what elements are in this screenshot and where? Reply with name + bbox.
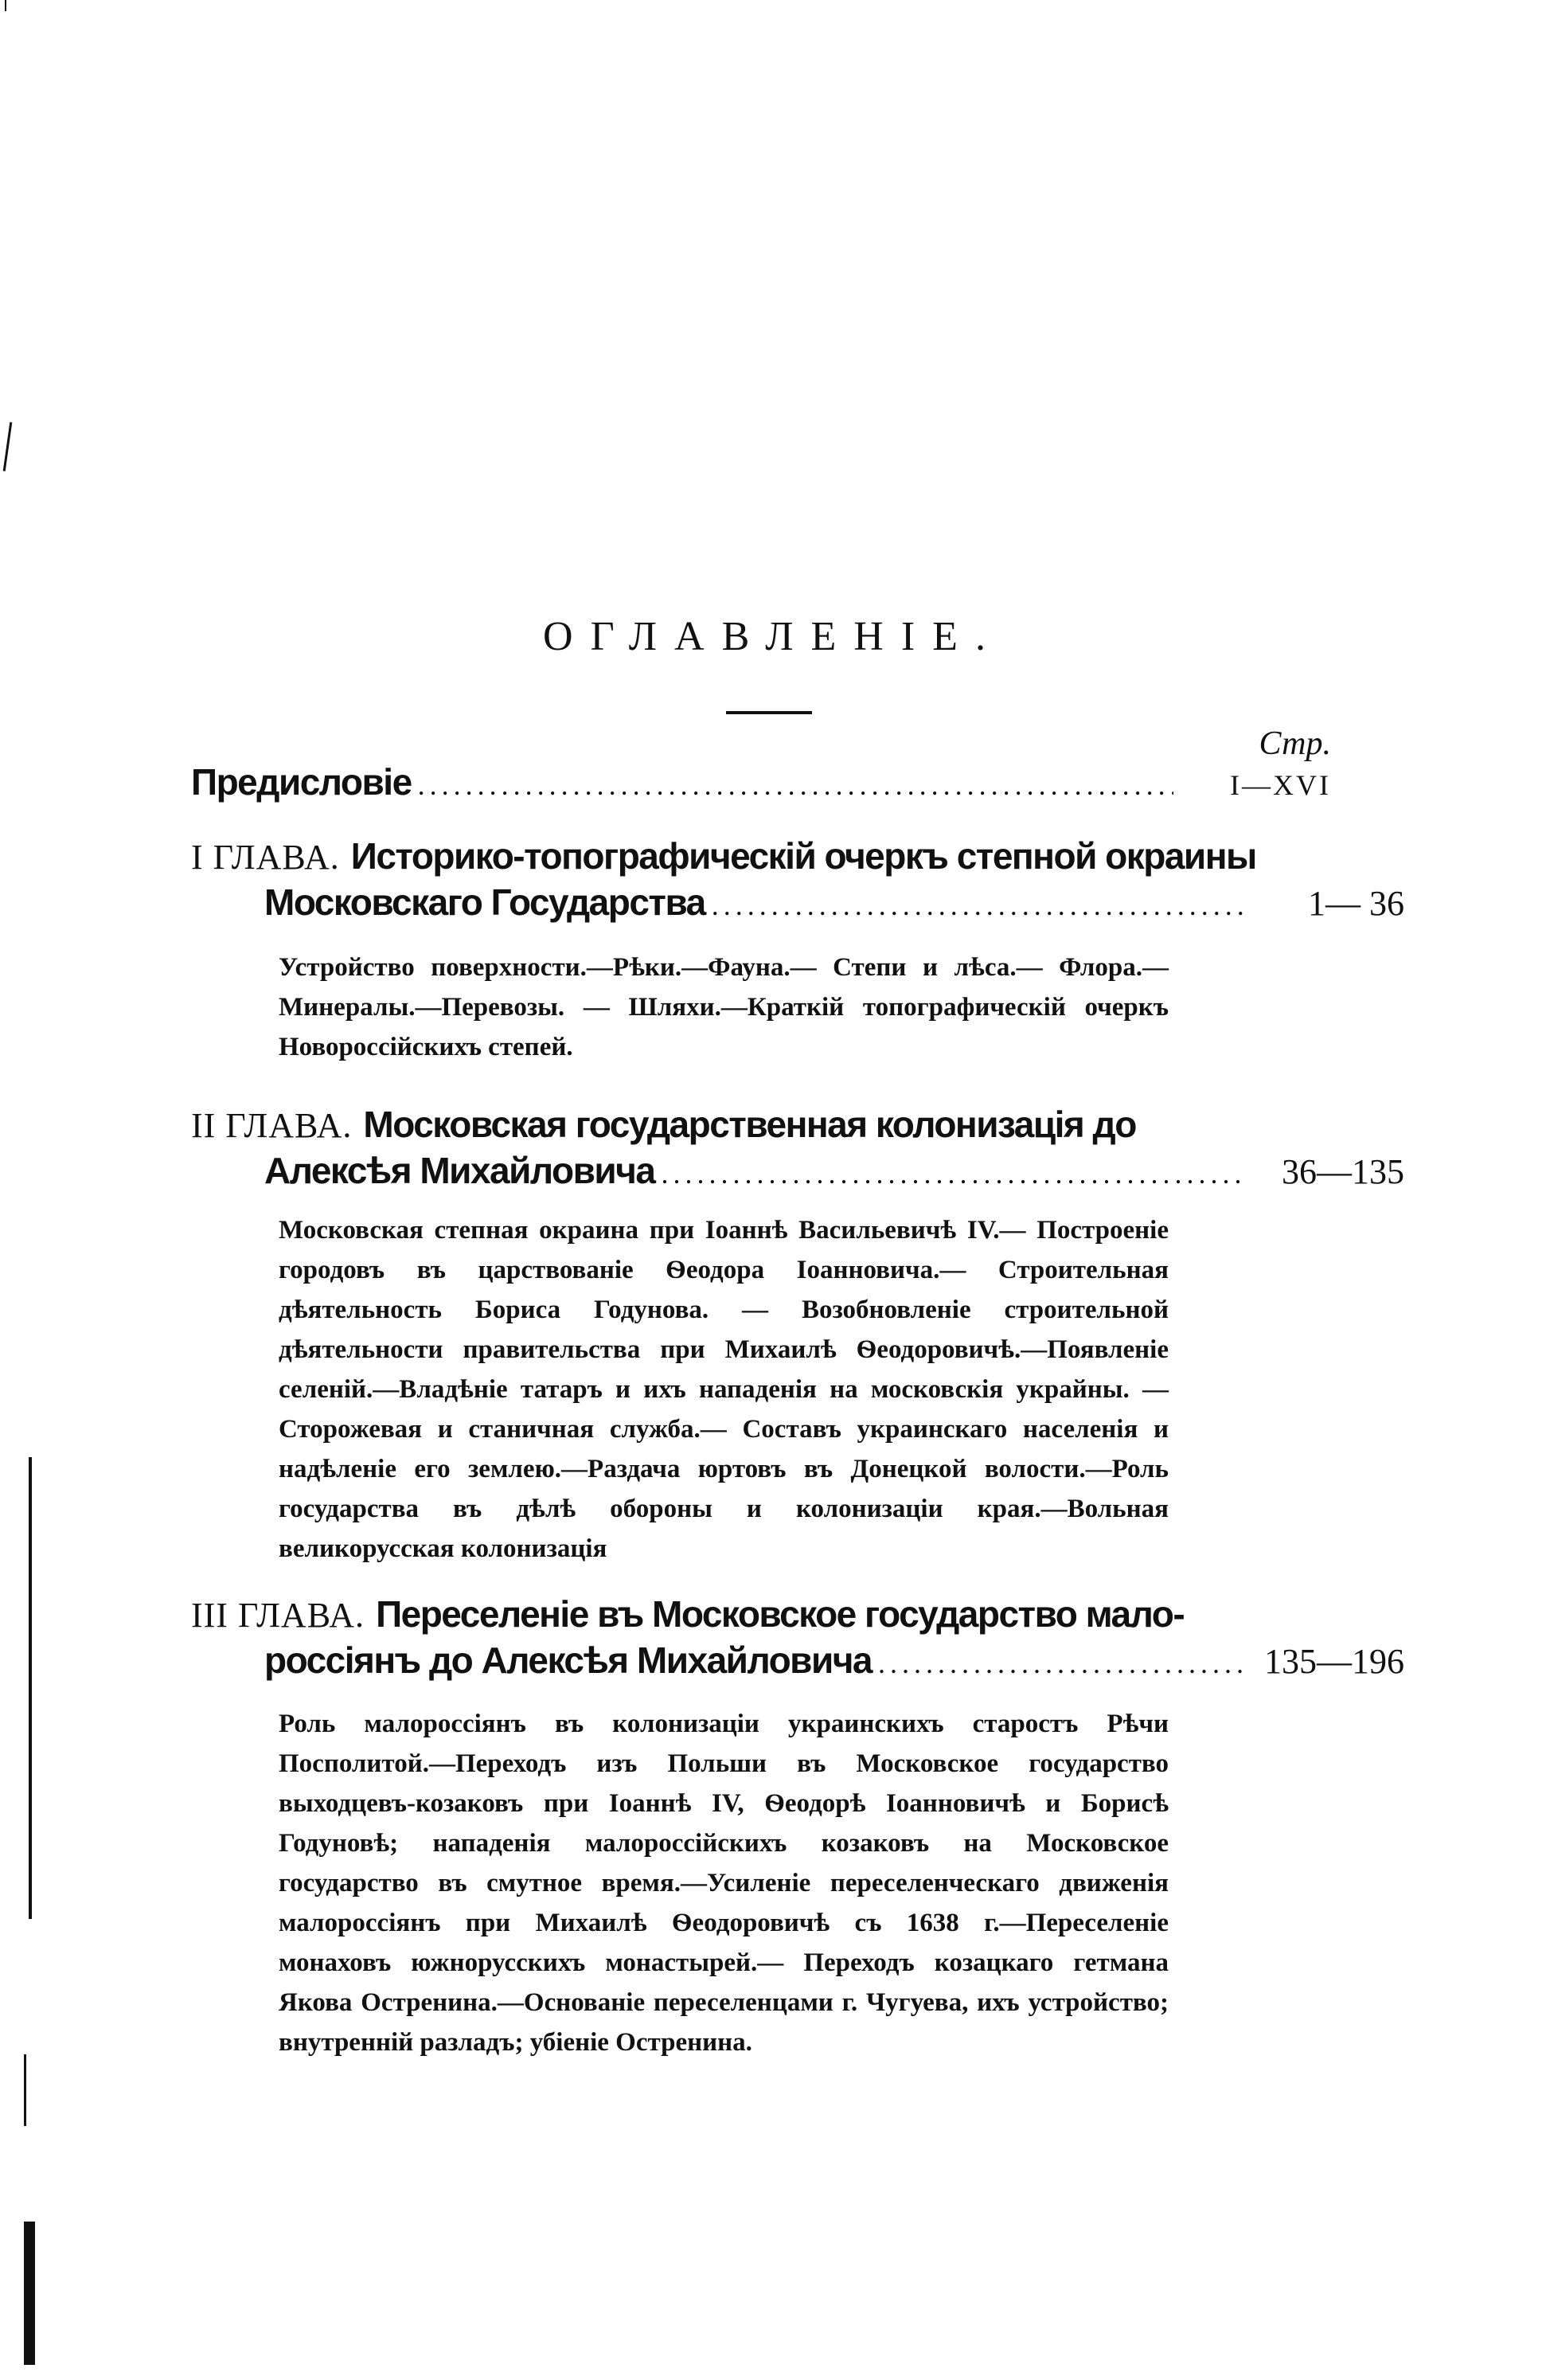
toc-entry-chapter-2[interactable]: [191, 1103, 1404, 1192]
chapter-summary: Московская степная окраина при Іоаннѣ Васильевичѣ IV.— Построеніе городовъ въ царствованіе Ѳеодора Іоанновича.— Строительная дѣятельность Бориса Годунова. — Возобновленіе строительной дѣятельности правительства при Михаилѣ Ѳеодоровичѣ.—Появленіе селеній.—Владѣніе татаръ и ихъ нападенія на московскія украйны. — Сторожевая и станичная служба.— Составъ украинскаго населенія и надѣленіе его землею.—Раздача юртовъ въ Донецкой волости.—Роль государства въ дѣлѣ обороны и колонизаціи края.—Вольная великорусская колонизація: [279, 1216, 1169, 1563]
title-divider: [726, 711, 812, 714]
chapter-summary: Устройство поверхности.—Рѣки.—Фауна.— Степи и лѣса.— Флора.—Минералы.—Перевозы. — Шляхи.—Краткій топографическій очеркъ Новороссійскихъ степей.: [279, 953, 1169, 1061]
preface-label: Предисловіе: [191, 761, 412, 803]
chapter-number: I ГЛАВА.: [191, 838, 340, 877]
scan-margin-mark: [5, 0, 6, 11]
chapter-pages: 1— 36: [1308, 884, 1404, 923]
toc-entry-chapter-1[interactable]: [191, 834, 1404, 924]
chapter-title-line2: Московскаго Государства: [264, 881, 705, 923]
chapter-pages: 135—196: [1264, 1642, 1404, 1681]
toc-entry-preface[interactable]: [191, 760, 1331, 803]
preface-pages: I—XVI: [1230, 769, 1331, 801]
scan-margin-mark: [29, 1457, 32, 1919]
dot-leader: [418, 768, 1173, 802]
chapter-pages: 36—135: [1282, 1152, 1404, 1191]
scan-margin-mark: [24, 2054, 26, 2126]
scan-margin-mark: [24, 2222, 35, 2365]
scan-margin-mark: [3, 422, 13, 471]
pages-column-header: Стр.: [1259, 725, 1331, 762]
dot-leader: [878, 1647, 1247, 1680]
page-title: ОГЛАВЛЕНІЕ.: [543, 614, 1003, 659]
chapter-summary: Роль малороссіянъ въ колонизаціи украинскихъ старостъ Рѣчи Посполитой.—Переходъ изъ Польши въ Московское государство выходцевъ-козаковъ при Іоаннѣ IV, Ѳеодорѣ Іоанновичѣ и Борисѣ Годуновѣ; нападенія малороссійскихъ козаковъ на Московское государство въ смутное время.—Усиленіе переселенческаго движенія малороссіянъ при Михаилѣ Ѳеодоровичѣ съ 1638 г.—Переселеніе монаховъ южнорусскихъ монастырей.— Переходъ козацкаго гетмана Якова Остренина.—Основаніе переселенцами г. Чугуева, ихъ устройство; внутренній разладъ; убіеніе Остренина.: [279, 1710, 1169, 2057]
chapter-title-line1: Московская государственная колонизація до: [363, 1104, 1136, 1145]
chapter-title-line1: Историко-топографическій очеркъ степной окраины: [350, 835, 1256, 877]
dot-leader: [661, 1157, 1247, 1190]
toc-entry-chapter-3[interactable]: [191, 1593, 1404, 1682]
chapter-number: II ГЛАВА.: [191, 1106, 353, 1145]
chapter-title-line2: Алексѣя Михайловича: [264, 1150, 655, 1191]
chapter-title-line2: россіянъ до Алексѣя Михайловича: [264, 1639, 873, 1681]
chapter-title-line1: Переселеніе въ Московское государство мало-: [376, 1593, 1185, 1635]
dot-leader: [712, 889, 1247, 922]
chapter-number: III ГЛАВА.: [191, 1596, 365, 1635]
